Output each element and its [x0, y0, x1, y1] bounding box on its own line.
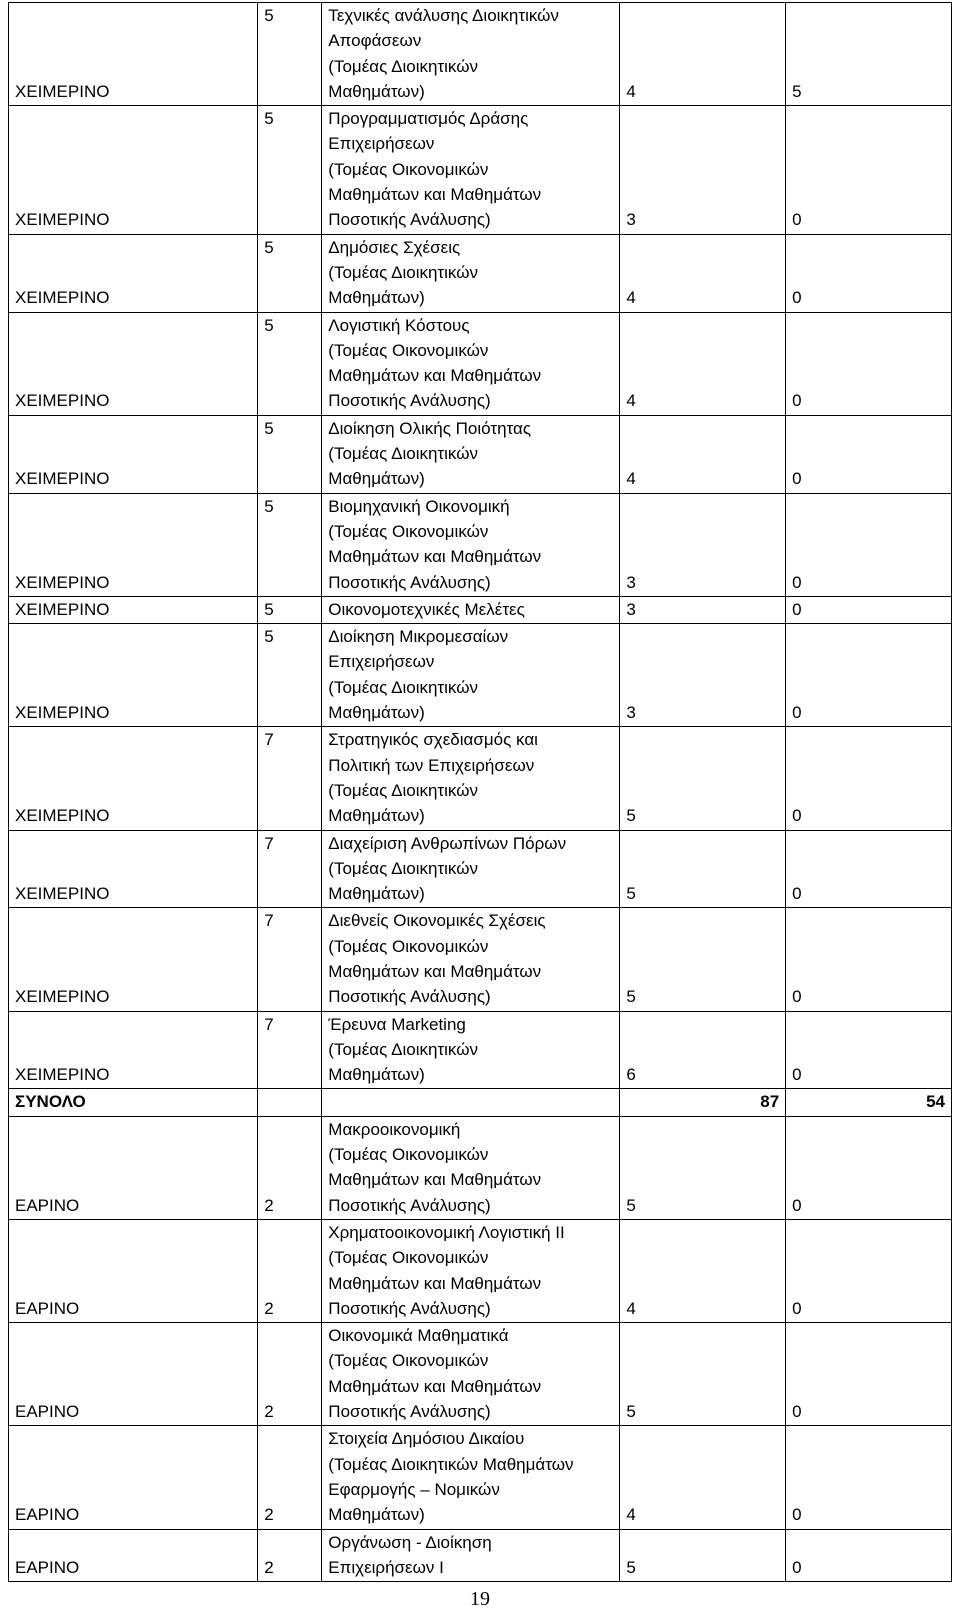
winter-courses: [9, 3, 952, 1089]
total-hours-a: 87: [620, 1089, 786, 1116]
semester-cell: ΕΑΡΙΝΟ: [9, 1426, 258, 1529]
hours-a-cell: 4: [620, 415, 786, 493]
semester-number-cell: 7: [258, 830, 322, 908]
page-number: 19: [470, 1588, 490, 1610]
hours-a-cell: 3: [620, 624, 786, 727]
semester-cell: ΧΕΙΜΕΡΙΝΟ: [9, 493, 258, 596]
total-empty-cell: [322, 1089, 620, 1116]
hours-a-cell: 4: [620, 234, 786, 312]
semester-cell: ΧΕΙΜΕΡΙΝΟ: [9, 727, 258, 830]
table-row: [9, 106, 952, 234]
semester-number-cell: 2: [258, 1426, 322, 1529]
course-title-cell: Δημόσιες Σχέσεις (Τομέας Διοικητικών Μαθημάτων): [322, 234, 620, 312]
semester-cell: ΕΑΡΙΝΟ: [9, 1116, 258, 1219]
table-row: [9, 1219, 952, 1322]
table-row: [9, 596, 952, 623]
hours-b-cell: 0: [786, 234, 952, 312]
semester-number-cell: 2: [258, 1219, 322, 1322]
semester-number-cell: 2: [258, 1116, 322, 1219]
semester-cell: ΧΕΙΜΕΡΙΝΟ: [9, 624, 258, 727]
semester-cell: ΕΑΡΙΝΟ: [9, 1219, 258, 1322]
course-title-cell: Διοίκηση Μικρομεσαίων Επιχειρήσεων (Τομέας Διοικητικών Μαθημάτων): [322, 624, 620, 727]
semester-number-cell: 5: [258, 493, 322, 596]
hours-a-cell: 5: [620, 1116, 786, 1219]
semester-number-cell: 5: [258, 234, 322, 312]
hours-b-cell: 0: [786, 830, 952, 908]
table-row: [9, 312, 952, 415]
semester-number-cell: 5: [258, 624, 322, 727]
total-hours-b: 54: [786, 1089, 952, 1116]
hours-a-cell: 4: [620, 3, 786, 106]
hours-b-cell: 0: [786, 415, 952, 493]
hours-b-cell: 0: [786, 624, 952, 727]
semester-number-cell: 5: [258, 596, 322, 623]
table-row: [9, 908, 952, 1011]
course-title-cell: Λογιστική Κόστους (Τομέας Οικονομικών Μαθημάτων και Μαθημάτων Ποσοτικής Ανάλυσης): [322, 312, 620, 415]
hours-b-cell: 0: [786, 1219, 952, 1322]
hours-b-cell: 0: [786, 1011, 952, 1089]
semester-cell: ΧΕΙΜΕΡΙΝΟ: [9, 234, 258, 312]
table-row: [9, 1529, 952, 1582]
hours-b-cell: 0: [786, 106, 952, 234]
hours-a-cell: 4: [620, 1426, 786, 1529]
total-row: [9, 1089, 952, 1116]
total-label: ΣΥΝΟΛΟ: [9, 1089, 258, 1116]
semester-cell: ΕΑΡΙΝΟ: [9, 1529, 258, 1582]
hours-b-cell: 0: [786, 908, 952, 1011]
hours-a-cell: 5: [620, 727, 786, 830]
course-title-cell: Έρευνα Marketing (Τομέας Διοικητικών Μαθημάτων): [322, 1011, 620, 1089]
course-title-cell: Μακροοικονομική (Τομέας Οικονομικών Μαθημάτων και Μαθημάτων Ποσοτικής Ανάλυσης): [322, 1116, 620, 1219]
semester-cell: ΧΕΙΜΕΡΙΝΟ: [9, 3, 258, 106]
hours-a-cell: 6: [620, 1011, 786, 1089]
table-row: [9, 1426, 952, 1529]
table-row: [9, 234, 952, 312]
hours-b-cell: 0: [786, 1116, 952, 1219]
hours-a-cell: 5: [620, 1529, 786, 1582]
table-row: [9, 415, 952, 493]
course-title-cell: Βιομηχανική Οικονομική (Τομέας Οικονομικών Μαθημάτων και Μαθημάτων Ποσοτικής Ανάλυσης): [322, 493, 620, 596]
hours-b-cell: 0: [786, 1323, 952, 1426]
hours-a-cell: 3: [620, 106, 786, 234]
hours-a-cell: 4: [620, 1219, 786, 1322]
course-title-cell: Στρατηγικός σχεδιασμός και Πολιτική των Επιχειρήσεων (Τομέας Διοικητικών Μαθημάτων): [322, 727, 620, 830]
semester-number-cell: 7: [258, 1011, 322, 1089]
total-section: [9, 1089, 952, 1116]
semester-number-cell: 5: [258, 3, 322, 106]
semester-cell: ΧΕΙΜΕΡΙΝΟ: [9, 415, 258, 493]
table-row: [9, 1323, 952, 1426]
hours-a-cell: 3: [620, 493, 786, 596]
semester-number-cell: 2: [258, 1323, 322, 1426]
course-title-cell: Οργάνωση - Διοίκηση Επιχειρήσεων Ι: [322, 1529, 620, 1582]
course-title-cell: Προγραμματισμός Δράσης Επιχειρήσεων (Τομέας Οικονομικών Μαθημάτων και Μαθημάτων Ποσοτικής Ανάλυσης): [322, 106, 620, 234]
semester-cell: ΧΕΙΜΕΡΙΝΟ: [9, 596, 258, 623]
spring-courses: [9, 1116, 952, 1581]
table-row: [9, 1116, 952, 1219]
table-row: [9, 830, 952, 908]
total-empty-cell: [258, 1089, 322, 1116]
semester-cell: ΧΕΙΜΕΡΙΝΟ: [9, 830, 258, 908]
table-row: [9, 624, 952, 727]
course-title-cell: Διεθνείς Οικονομικές Σχέσεις (Τομέας Οικονομικών Μαθημάτων και Μαθημάτων Ποσοτικής Ανάλυσης): [322, 908, 620, 1011]
hours-a-cell: 3: [620, 596, 786, 623]
semester-number-cell: 2: [258, 1529, 322, 1582]
semester-cell: ΧΕΙΜΕΡΙΝΟ: [9, 312, 258, 415]
table-row: [9, 493, 952, 596]
semester-number-cell: 5: [258, 106, 322, 234]
hours-b-cell: 0: [786, 312, 952, 415]
semester-number-cell: 7: [258, 908, 322, 1011]
hours-b-cell: 0: [786, 1426, 952, 1529]
hours-a-cell: 5: [620, 1323, 786, 1426]
course-title-cell: Οικονομικά Μαθηματικά (Τομέας Οικονομικών Μαθημάτων και Μαθημάτων Ποσοτικής Ανάλυσης): [322, 1323, 620, 1426]
course-title-cell: Στοιχεία Δημόσιου Δικαίου (Τομέας Διοικητικών Μαθημάτων Εφαρμογής – Νομικών Μαθημάτων): [322, 1426, 620, 1529]
hours-b-cell: 0: [786, 727, 952, 830]
hours-a-cell: 5: [620, 830, 786, 908]
hours-b-cell: 0: [786, 1529, 952, 1582]
course-title-cell: Χρηματοοικονομική Λογιστική ΙΙ (Τομέας Οικονομικών Μαθημάτων και Μαθημάτων Ποσοτικής Ανάλυσης): [322, 1219, 620, 1322]
course-title-cell: Τεχνικές ανάλυσης Διοικητικών Αποφάσεων (Τομέας Διοικητικών Μαθημάτων): [322, 3, 620, 106]
hours-b-cell: 5: [786, 3, 952, 106]
document-page: [8, 2, 952, 1582]
hours-b-cell: 0: [786, 596, 952, 623]
semester-cell: ΕΑΡΙΝΟ: [9, 1323, 258, 1426]
semester-number-cell: 5: [258, 415, 322, 493]
semester-cell: ΧΕΙΜΕΡΙΝΟ: [9, 106, 258, 234]
table-row: [9, 727, 952, 830]
course-title-cell: Διαχείριση Ανθρωπίνων Πόρων (Τομέας Διοικητικών Μαθημάτων): [322, 830, 620, 908]
semester-number-cell: 5: [258, 312, 322, 415]
hours-a-cell: 4: [620, 312, 786, 415]
course-title-cell: Οικονομοτεχνικές Μελέτες: [322, 596, 620, 623]
hours-b-cell: 0: [786, 493, 952, 596]
table-row: [9, 1011, 952, 1089]
hours-a-cell: 5: [620, 908, 786, 1011]
semester-cell: ΧΕΙΜΕΡΙΝΟ: [9, 908, 258, 1011]
semester-number-cell: 7: [258, 727, 322, 830]
curriculum-table: [8, 2, 952, 1582]
course-title-cell: Διοίκηση Ολικής Ποιότητας (Τομέας Διοικητικών Μαθημάτων): [322, 415, 620, 493]
semester-cell: ΧΕΙΜΕΡΙΝΟ: [9, 1011, 258, 1089]
table-row: [9, 3, 952, 106]
